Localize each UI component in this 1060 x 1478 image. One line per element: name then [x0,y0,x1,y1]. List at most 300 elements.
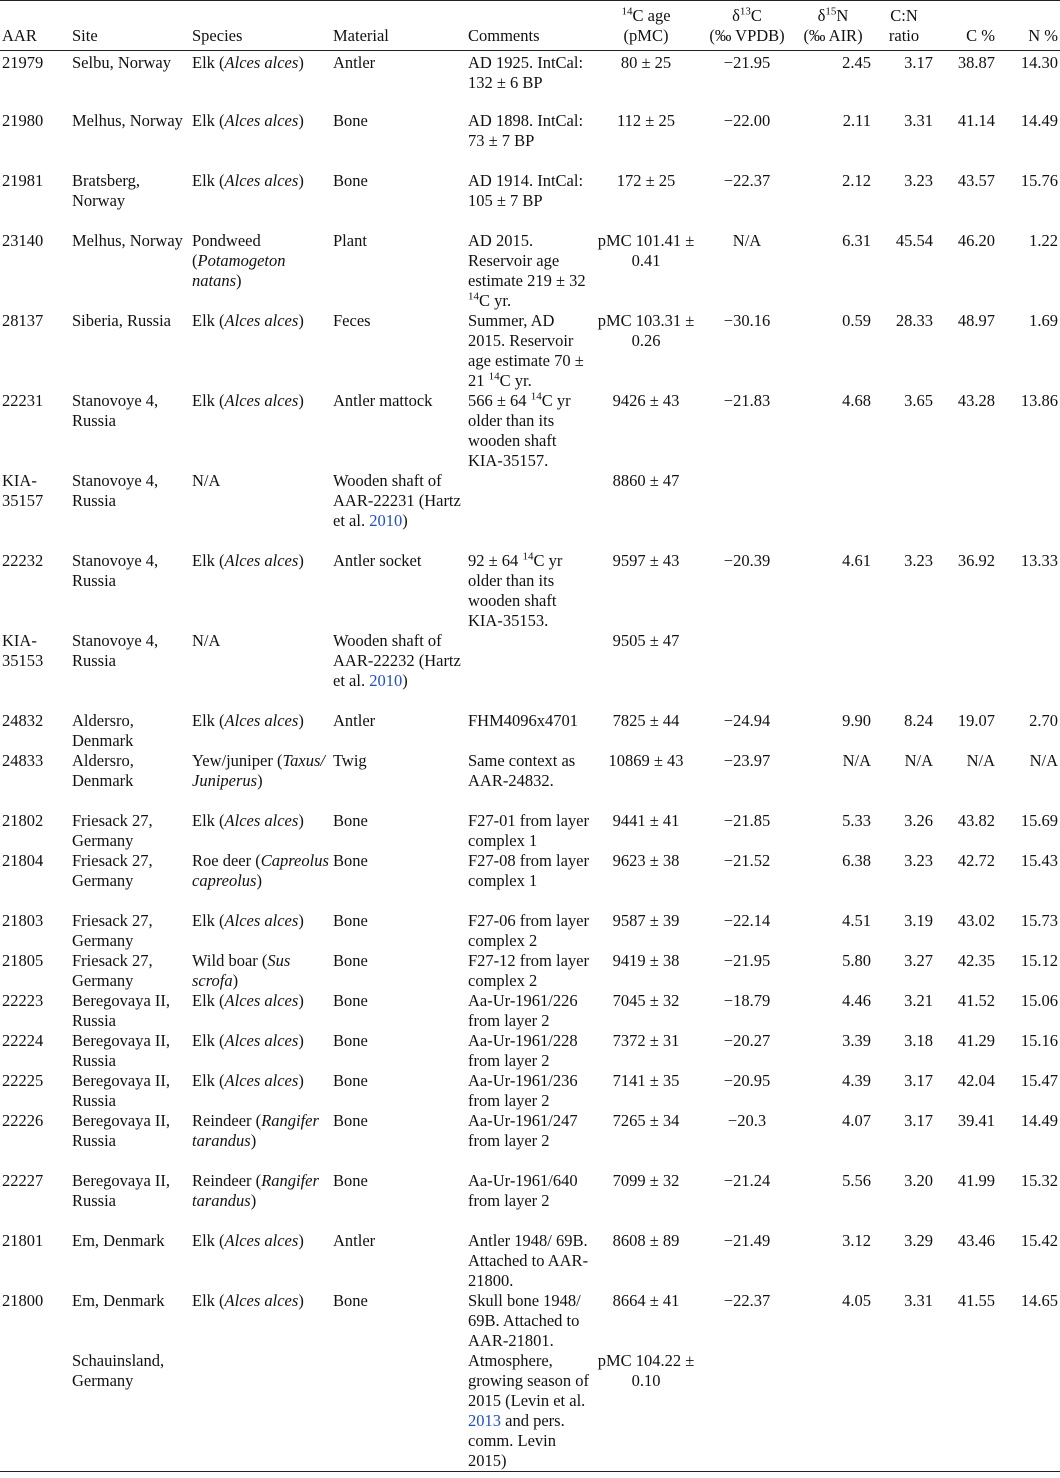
cell-d13c: −21.95 [723,950,771,970]
cell-species: Reindeer (Rangifer tarandus) [192,1170,319,1210]
cell-n-percent: N/A [1029,750,1058,770]
cell-d15n: 2.45 [842,53,871,72]
cell-site: Bratsberg, Norway [72,170,140,210]
cell-n-percent: 15.76 [1020,170,1058,190]
cell-c-percent: 42.04 [957,1070,995,1090]
cell-n-percent [997,471,1060,551]
cell-aar: 21981 [2,170,44,190]
species-latin-name: Potamogeton natans [192,250,286,290]
cell-c-percent: 39.41 [957,1110,995,1130]
cell-species: Pondweed (Potamogeton natans) [192,230,286,290]
cell-site: Beregovaya II, Russia [72,1070,171,1110]
cell-site: Friesack 27, Germany [72,810,153,850]
cell-aar [0,1351,70,1472]
cell-aar: 22226 [2,1110,44,1130]
cell-d13c: −22.37 [723,1290,771,1310]
cell-n-percent: 14.65 [1020,1290,1058,1310]
cell-species: Elk (Alces alces) [192,170,304,190]
cell-comments: AD 1925. IntCal: 132 ± 6 BP [468,53,584,92]
cell-species: Elk (Alces alces) [192,1230,304,1250]
cell-d13c [701,631,793,711]
cell-c-percent: 41.14 [957,110,995,130]
cell-c14-age: 9419 ± 38 [612,950,680,970]
cell-c-percent: 19.07 [957,710,995,730]
species-latin-name: Alces alces [224,990,299,1010]
cell-species: N/A [192,470,221,490]
cell-d15n [793,1351,873,1472]
cell-aar: KIA-35157 [2,470,44,510]
cell-n-percent: 15.73 [1020,910,1058,930]
cell-n-percent: 15.16 [1020,1030,1058,1050]
table-row [0,1071,1060,1111]
cell-aar: 21980 [2,110,44,130]
species-latin-name: Alces alces [224,550,299,570]
cell-cn-ratio [873,1351,935,1472]
cell-cn-ratio: 3.23 [904,550,933,570]
table-row [0,1171,1060,1231]
cell-c-percent: 41.99 [957,1170,995,1190]
header-comments: Comments [468,26,540,45]
cell-cn-ratio: 3.31 [904,1290,933,1310]
cell-comments: AD 1898. IntCal: 73 ± 7 BP [468,110,584,150]
cell-d15n: 6.31 [842,230,871,250]
cell-material: Antler mattock [333,390,433,410]
cell-cn-ratio: 3.17 [904,1110,933,1130]
table-row [0,311,1060,391]
cell-c14-age: 9587 ± 39 [612,910,680,930]
cell-cn-ratio: 3.18 [904,1030,933,1050]
cell-c14-age: pMC 101.41 ± 0.41 [597,230,695,270]
species-latin-name: Alces alces [224,1070,299,1090]
cell-c14-age: pMC 104.22 ± 0.10 [597,1350,695,1390]
cell-c-percent: 43.02 [957,910,995,930]
species-latin-name: Alces alces [224,710,299,730]
cell-species: Elk (Alces alces) [192,53,304,72]
cell-d13c: −22.14 [723,910,771,930]
cell-comments [466,631,591,711]
cell-c-percent: N/A [966,750,995,770]
cell-material: Bone [333,1290,368,1310]
cell-material: Bone [333,910,368,930]
superscript: 14 [530,390,542,402]
cell-aar: 21802 [2,810,44,830]
cell-c-percent: 42.35 [957,950,995,970]
table-row [0,911,1060,951]
cell-d13c: −21.49 [723,1230,771,1250]
cell-site: Stanovoye 4, Russia [72,470,159,510]
cell-site: Siberia, Russia [72,310,171,330]
cell-cn-ratio: 3.17 [904,1070,933,1090]
cell-site: Stanovoye 4, Russia [72,550,159,590]
cell-c14-age: 7141 ± 35 [612,1070,680,1090]
cell-cn-ratio [873,471,935,551]
table-row [0,851,1060,911]
cell-aar: 21803 [2,910,44,930]
table-row [0,391,1060,471]
cell-c14-age: 7372 ± 31 [612,1030,680,1050]
cell-comments [466,471,591,551]
cell-material: Bone [333,990,368,1010]
cell-cn-ratio: 3.26 [904,810,933,830]
cell-d13c: N/A [732,230,762,250]
table-row [0,1351,1060,1472]
cell-d15n: N/A [842,750,871,770]
cell-n-percent: 14.30 [1020,53,1058,72]
cell-d15n: 6.38 [842,850,871,870]
cell-d15n: 5.56 [842,1170,871,1190]
cell-cn-ratio: 28.33 [895,310,933,330]
cell-species: Elk (Alces alces) [192,710,304,730]
cell-n-percent: 15.69 [1020,810,1058,830]
cell-comments: Atmosphere, growing season of 2015 (Levin et al. 2013 and pers. comm. Levin 2015) [468,1350,589,1470]
cell-site: Beregovaya II, Russia [72,1110,171,1150]
cell-c-percent: 41.29 [957,1030,995,1050]
cell-d13c: −18.79 [723,990,771,1010]
cell-c-percent [935,471,997,551]
cell-d15n: 2.11 [842,110,871,130]
cell-d13c: −21.95 [723,53,771,72]
cell-d13c: −21.52 [723,850,771,870]
cell-d15n [793,471,873,551]
cell-species: Wild boar (Sus scrofa) [192,950,291,990]
cell-d13c: −21.24 [723,1170,771,1190]
cell-material: Bone [333,850,368,870]
cell-d15n: 5.80 [842,950,871,970]
cell-site: Beregovaya II, Russia [72,990,171,1030]
table-row [0,111,1060,171]
cell-cn-ratio: N/A [904,750,933,770]
cell-material: Antler [333,710,376,730]
cell-c-percent: 48.97 [957,310,995,330]
cell-c14-age: 7045 ± 32 [612,990,680,1010]
cell-material: Bone [333,170,368,190]
cell-d15n: 2.12 [842,170,871,190]
cell-species: Elk (Alces alces) [192,390,304,410]
cell-aar: 22223 [2,990,44,1010]
cell-d15n: 0.59 [842,310,871,330]
cell-cn-ratio: 45.54 [895,230,933,250]
cell-d13c: −20.39 [723,550,771,570]
table-row [0,231,1060,311]
cell-aar: 24832 [2,710,44,730]
table-row [0,951,1060,991]
cell-c-percent: 43.57 [957,170,995,190]
cell-aar: 21800 [2,1290,44,1310]
cell-species: Elk (Alces alces) [192,990,304,1010]
cell-material: Bone [333,1030,368,1050]
header-c14-age: $^{14}$C age (pMC) [621,5,671,45]
cell-d15n: 3.12 [842,1230,871,1250]
cell-species: Elk (Alces alces) [192,310,304,330]
cell-cn-ratio: 3.31 [904,110,933,130]
cell-material: Bone [333,1170,368,1190]
cell-site: Aldersro, Denmark [72,750,134,790]
cell-material: Twig [333,750,367,770]
cell-c14-age: 9426 ± 43 [612,390,680,410]
cell-d13c: −21.83 [723,390,771,410]
cell-comments: Skull bone 1948/ 69B. Attached to AAR-21801. [468,1290,581,1350]
cell-c14-age: 112 ± 25 [617,110,675,130]
cell-d15n [793,631,873,711]
cell-material: Bone [333,950,368,970]
cell-site: Em, Denmark [72,1230,165,1250]
cell-d13c [701,1351,793,1472]
cell-aar: 21979 [2,53,44,72]
table-header-row [0,1,1060,51]
table-row [0,991,1060,1031]
superscript: 14 [522,550,534,562]
cell-species: Elk (Alces alces) [192,1070,304,1090]
species-latin-name: Capreolus capreolus [192,850,329,890]
cell-n-percent: 13.86 [1020,390,1058,410]
cell-comments: Aa-Ur-1961/226 from layer 2 [468,990,578,1030]
cell-site: Em, Denmark [72,1290,165,1310]
cell-c14-age: 7825 ± 44 [612,710,680,730]
citation-link[interactable]: 2010 [369,670,403,690]
cell-c14-age: 10869 ± 43 [608,750,684,770]
cell-comments: 566 ± 64 $^{14}$C yr older than its wooden shaft KIA-35157. [468,390,571,470]
cell-c-percent: 42.72 [957,850,995,870]
cell-comments: AD 2015. Reservoir age estimate 219 ± 32 $^{14}$C yr. [468,230,586,310]
species-latin-name: Alces alces [224,390,299,410]
cell-species: Elk (Alces alces) [192,1290,304,1310]
cell-comments: F27-08 from layer complex 1 [468,850,589,890]
header-material: Material [333,26,389,45]
table-row [0,171,1060,231]
cell-n-percent: 15.47 [1020,1070,1058,1090]
species-latin-name: Alces alces [224,1030,299,1050]
cell-d15n: 9.90 [842,710,871,730]
table-row [0,1111,1060,1171]
table-row [0,1031,1060,1071]
table-row [0,631,1060,711]
cell-c14-age: pMC 103.31 ± 0.26 [597,310,695,350]
species-latin-name: Alces alces [224,170,299,190]
cell-d13c: −23.97 [723,750,771,770]
cell-species: Elk (Alces alces) [192,910,304,930]
cell-material: Bone [333,110,368,130]
header-n-percent: N % [1028,26,1058,45]
cell-n-percent: 15.43 [1020,850,1058,870]
cell-site: Friesack 27, Germany [72,950,153,990]
species-latin-name: Alces alces [224,310,299,330]
cell-cn-ratio: 3.21 [904,990,933,1010]
cell-comments: Antler 1948/ 69B. Attached to AAR-21800. [468,1230,589,1290]
cell-d15n: 4.39 [842,1070,871,1090]
cell-d13c: −30.16 [723,310,771,330]
cell-material: Bone [333,1110,368,1130]
cell-aar: 22225 [2,1070,44,1090]
cell-n-percent: 15.42 [1020,1230,1058,1250]
header-c-percent: C % [966,26,995,45]
table-row [0,811,1060,851]
cell-d15n: 4.51 [842,910,871,930]
cell-site: Selbu, Norway [72,53,171,72]
cell-comments: Aa-Ur-1961/640 from layer 2 [468,1170,578,1210]
species-latin-name: Taxus/ Juniperus [192,750,325,790]
cell-c-percent [935,631,997,711]
header-species: Species [192,26,243,45]
cell-aar: 24833 [2,750,44,770]
cell-d13c: −21.85 [723,810,771,830]
header-site: Site [72,26,98,45]
cell-c14-age: 8608 ± 89 [612,1230,680,1250]
table-row [0,551,1060,631]
cell-aar: KIA-35153 [2,630,44,670]
species-latin-name: Rangifer tarandus [192,1110,319,1150]
cell-cn-ratio: 3.65 [904,390,933,410]
table-row [0,1231,1060,1291]
cell-d13c: −22.37 [723,170,771,190]
cell-material: Antler [333,53,376,72]
species-latin-name: Alces alces [224,910,299,930]
cell-c-percent: 43.46 [957,1230,995,1250]
superscript: 14 [488,370,500,382]
table-row [0,751,1060,811]
cell-comments: Same context as AAR-24832. [468,750,576,790]
cell-cn-ratio: 3.23 [904,170,933,190]
cell-material: Wooden shaft of AAR-22232 (Hartz et al. 2010) [333,630,461,690]
cell-species: Yew/juniper (Taxus/ Juniperus) [192,750,325,790]
cell-material: Antler socket [333,550,422,570]
cell-c14-age: 9623 ± 38 [612,850,680,870]
species-latin-name: Alces alces [224,810,299,830]
cell-cn-ratio: 3.17 [904,53,933,72]
species-latin-name: Alces alces [224,1230,299,1250]
cell-site: Stanovoye 4, Russia [72,390,159,430]
cell-comments: 92 ± 64 $^{14}$C yr older than its wooden shaft KIA-35153. [468,550,563,630]
header-d15n: $\delta^{15}N$ (‰ AIR) [803,5,863,45]
cell-n-percent: 15.06 [1020,990,1058,1010]
table-row [0,471,1060,551]
cell-d13c: −20.95 [723,1070,771,1090]
cell-aar: 22224 [2,1030,44,1050]
cell-n-percent: 15.12 [1020,950,1058,970]
cell-c-percent: 43.82 [957,810,995,830]
cell-cn-ratio: 3.19 [904,910,933,930]
cell-d15n: 4.07 [842,1110,871,1130]
cell-cn-ratio: 3.20 [904,1170,933,1190]
cell-d13c: −20.27 [723,1030,771,1050]
cell-cn-ratio: 3.23 [904,850,933,870]
table-row [0,711,1060,751]
cell-c14-age: 7265 ± 34 [612,1110,680,1130]
cell-c-percent: 36.92 [957,550,995,570]
species-latin-name: Sus scrofa [192,950,291,990]
cell-d13c: −24.94 [723,710,771,730]
species-latin-name: Alces alces [224,110,299,130]
cell-n-percent: 15.32 [1020,1170,1058,1190]
cell-comments: F27-01 from layer complex 1 [468,810,589,850]
cell-d15n: 4.46 [842,990,871,1010]
cell-aar: 23140 [2,230,44,250]
cell-cn-ratio: 8.24 [904,710,933,730]
cell-aar: 21805 [2,950,44,970]
cell-c14-age: 9597 ± 43 [612,550,680,570]
cell-site: Melhus, Norway [72,110,183,130]
cell-comments: F27-12 from layer complex 2 [468,950,589,990]
cell-material: Wooden shaft of AAR-22231 (Hartz et al. 2010) [333,470,461,530]
cell-c14-age: 9441 ± 41 [612,810,680,830]
species-latin-name: Alces alces [224,53,299,72]
cell-material: Plant [333,230,367,250]
cell-material [331,1351,466,1472]
species-latin-name: Rangifer tarandus [192,1170,319,1210]
cell-c14-age: 7099 ± 32 [612,1170,680,1190]
cell-material: Bone [333,1070,368,1090]
cell-c14-age: 8860 ± 47 [612,470,680,490]
cell-n-percent: 13.33 [1020,550,1058,570]
table-body [0,51,1060,1472]
cell-c-percent: 43.28 [957,390,995,410]
cell-material: Antler [333,1230,376,1250]
header-cn-ratio: C:N ratio [888,6,920,45]
table-row [0,51,1060,111]
cell-c-percent: 46.20 [957,230,995,250]
cell-comments: Summer, AD 2015. Reservoir age estimate 70 ± 21 $^{14}$C yr. [468,310,584,390]
cell-species: Elk (Alces alces) [192,1030,304,1050]
cell-material: Feces [333,310,371,330]
cell-comments: F27-06 from layer complex 2 [468,910,589,950]
cell-site: Beregovaya II, Russia [72,1030,171,1070]
cell-cn-ratio [873,631,935,711]
cell-c-percent: 41.52 [957,990,995,1010]
cell-aar: 28137 [2,310,44,330]
cell-d15n: 5.33 [842,810,871,830]
cell-n-percent [997,631,1060,711]
citation-link[interactable]: 2013 [468,1410,501,1430]
cell-site: Friesack 27, Germany [72,910,153,950]
cell-cn-ratio: 3.29 [904,1230,933,1250]
cell-d13c [701,471,793,551]
cell-d13c: −22.00 [723,110,771,130]
cell-comments: Aa-Ur-1961/236 from layer 2 [468,1070,578,1110]
citation-link[interactable]: 2010 [369,510,403,530]
table-row [0,1291,1060,1351]
cell-c14-age: 172 ± 25 [616,170,676,190]
cell-site: Schauinsland, Germany [72,1350,165,1390]
cell-species: Elk (Alces alces) [192,110,304,130]
cell-n-percent: 1.69 [1029,310,1058,330]
cell-comments: AD 1914. IntCal: 105 ± 7 BP [468,170,584,210]
cell-d15n: 4.68 [842,390,871,410]
cell-c-percent [935,1351,997,1472]
cell-d15n: 3.39 [842,1030,871,1050]
cell-site: Melhus, Norway [72,230,183,250]
cell-comments: FHM4096x4701 [468,710,579,730]
cell-site: Beregovaya II, Russia [72,1170,171,1210]
cell-c14-age: 8664 ± 41 [612,1290,680,1310]
cell-cn-ratio: 3.27 [904,950,933,970]
cell-c-percent: 38.87 [957,53,995,72]
cell-site: Stanovoye 4, Russia [72,630,159,670]
superscript: 14 [468,290,479,302]
cell-species: Reindeer (Rangifer tarandus) [192,1110,319,1150]
cell-comments: Aa-Ur-1961/228 from layer 2 [468,1030,578,1070]
cell-material: Bone [333,810,368,830]
cell-species: N/A [192,630,221,650]
cell-species [190,1351,331,1472]
cell-comments: Aa-Ur-1961/247 from layer 2 [468,1110,578,1150]
cell-n-percent: 14.49 [1020,1110,1058,1130]
cell-n-percent: 2.70 [1029,710,1058,730]
cell-site: Friesack 27, Germany [72,850,153,890]
cell-c14-age: 80 ± 25 [620,53,672,72]
header-d13c: $\delta^{13}C$ (‰ VPDB) [709,5,785,45]
cell-d15n: 4.05 [842,1290,871,1310]
header-aar: AAR [2,26,37,45]
cell-c-percent: 41.55 [957,1290,995,1310]
